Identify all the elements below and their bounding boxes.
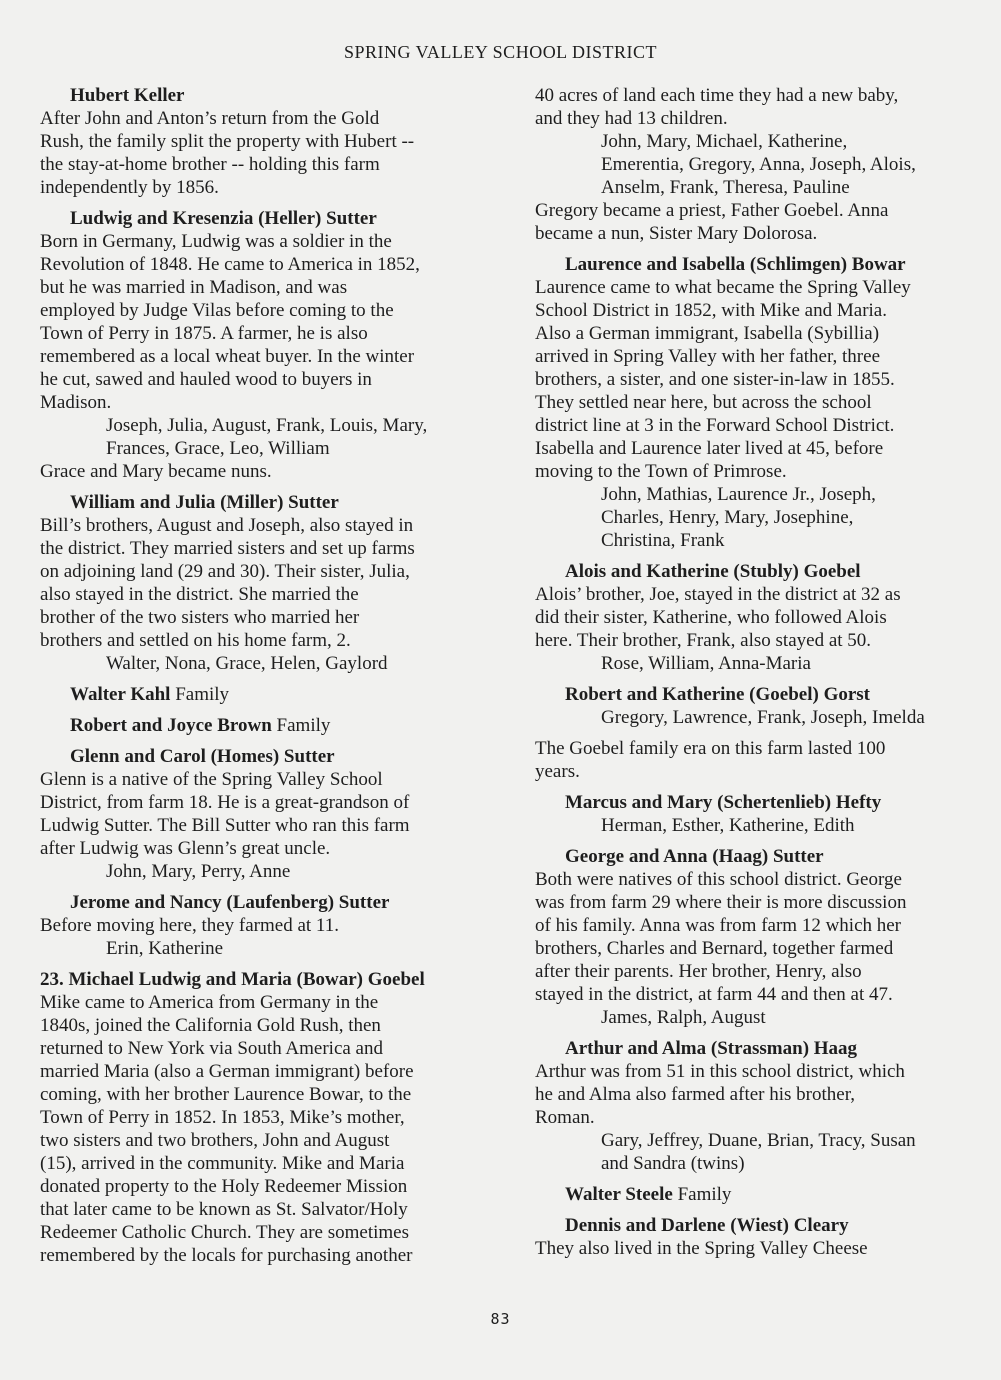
family-entry — [535, 84, 965, 245]
paragraph-line: brothers and settled on his home farm, 2. — [40, 630, 351, 651]
family-entry — [40, 891, 480, 960]
paragraph-line: on adjoining land (29 and 30). Their sister, Julia, — [40, 561, 410, 582]
family-heading-name: Jerome and Nancy (Laufenberg) Sutter — [70, 892, 390, 913]
paragraph-line: returned to New York via South America and — [40, 1038, 383, 1059]
family-heading — [535, 1037, 965, 1060]
paragraph-line: They also lived in the Spring Valley Cheese — [535, 1238, 868, 1259]
paragraph-line: District, from farm 18. He is a great-grandson of — [40, 792, 410, 813]
family-heading — [535, 253, 965, 276]
family-heading-name: Hubert Keller — [70, 85, 185, 106]
paragraph-line: Madison. — [40, 392, 112, 413]
paragraph-line: School District in 1852, with Mike and Maria. — [535, 300, 887, 321]
family-heading — [40, 683, 480, 706]
family-entry — [535, 560, 965, 675]
family-heading — [40, 745, 480, 768]
paragraph-line: independently by 1856. — [40, 177, 219, 198]
paragraph-line: brothers, a sister, and one sister-in-law in 1855. — [535, 369, 895, 390]
family-entry — [40, 207, 480, 483]
family-entry — [40, 745, 480, 883]
page-title: SPRING VALLEY SCHOOL DISTRICT — [343, 42, 658, 62]
paragraph-line: Alois’ brother, Joe, stayed in the district at 32 as — [535, 584, 901, 605]
family-heading — [40, 968, 480, 991]
children-list-line: Emerentia, Gregory, Anna, Joseph, Alois, — [601, 154, 916, 175]
paragraph-line: and they had 13 children. — [535, 108, 728, 129]
paragraph-line: years. — [535, 761, 580, 782]
paragraph-line: he cut, sawed and hauled wood to buyers in — [40, 369, 372, 390]
family-heading-suffix: Family — [672, 1184, 732, 1205]
paragraph-line: employed by Judge Vilas before coming to the — [40, 300, 394, 321]
family-heading-name: Robert and Katherine (Goebel) Gorst — [565, 684, 871, 705]
paragraph-line: Town of Perry in 1875. A farmer, he is also — [40, 323, 368, 344]
family-entry — [40, 683, 480, 706]
children-list-line: Joseph, Julia, August, Frank, Louis, Mary, — [106, 415, 428, 436]
family-heading-suffix: Family — [271, 715, 331, 736]
paragraph-line: Town of Perry in 1852. In 1853, Mike’s mother, — [40, 1107, 405, 1128]
paragraph-line: Mike came to America from Germany in the — [40, 992, 379, 1013]
family-heading-suffix: Family — [170, 684, 230, 705]
paragraph-line: here. Their brother, Frank, also stayed at 50. — [535, 630, 872, 651]
paragraph-line: district line at 3 in the Forward School District. — [535, 415, 895, 436]
children-list-line: Rose, William, Anna-Maria — [601, 653, 811, 674]
children-list-line: Christina, Frank — [601, 530, 725, 551]
family-heading — [535, 683, 965, 706]
paragraph-line: the stay-at-home brother -- holding this farm — [40, 154, 380, 175]
family-heading — [40, 714, 480, 737]
family-entry — [535, 737, 965, 783]
children-list-line: James, Ralph, August — [601, 1007, 766, 1028]
paragraph-line: The Goebel family era on this farm lasted 100 — [535, 738, 886, 759]
paragraph-line: of his family. Anna was from farm 12 which her — [535, 915, 902, 936]
children-list-line: John, Mathias, Laurence Jr., Joseph, — [601, 484, 876, 505]
paragraph-line: arrived in Spring Valley with her father, three — [535, 346, 880, 367]
paragraph-line: coming, with her brother Laurence Bowar, to the — [40, 1084, 412, 1105]
family-entry — [535, 253, 965, 552]
paragraph-line: remembered by the locals for purchasing another — [40, 1245, 413, 1266]
paragraph-line: did their sister, Katherine, who followed Alois — [535, 607, 887, 628]
family-heading-name: Ludwig and Kresenzia (Heller) Sutter — [70, 208, 377, 229]
note-line: became a nun, Sister Mary Dolorosa. — [535, 223, 818, 244]
family-entry — [40, 491, 480, 675]
family-heading-name: Walter Kahl — [70, 684, 171, 705]
paragraph-line: (15), arrived in the community. Mike and Maria — [40, 1153, 405, 1174]
family-entry — [535, 1037, 965, 1175]
paragraph-line: Ludwig Sutter. The Bill Sutter who ran this farm — [40, 815, 410, 836]
paragraph-line: Both were natives of this school district. George — [535, 869, 902, 890]
children-list-line: Anselm, Frank, Theresa, Pauline — [601, 177, 850, 198]
left-column — [40, 84, 480, 1275]
family-heading-name: Marcus and Mary (Schertenlieb) Hefty — [565, 792, 882, 813]
children-list-line: Herman, Esther, Katherine, Edith — [601, 815, 855, 836]
children-list-line: and Sandra (twins) — [601, 1153, 745, 1174]
family-entry — [40, 84, 480, 199]
paragraph-line: They settled near here, but across the school — [535, 392, 872, 413]
paragraph-line: donated property to the Holy Redeemer Mission — [40, 1176, 408, 1197]
children-list-line: Frances, Grace, Leo, William — [106, 438, 330, 459]
family-heading-name: Glenn and Carol (Homes) Sutter — [70, 746, 335, 767]
paragraph-line: 1840s, joined the California Gold Rush, then — [40, 1015, 381, 1036]
family-heading — [40, 491, 480, 514]
paragraph-line: Also a German immigrant, Isabella (Sybillia) — [535, 323, 880, 344]
family-heading-name: Alois and Katherine (Stubly) Goebel — [565, 561, 861, 582]
family-entry — [40, 714, 480, 737]
note-line: Grace and Mary became nuns. — [40, 461, 272, 482]
family-heading — [535, 560, 965, 583]
paragraph-line: moving to the Town of Primrose. — [535, 461, 787, 482]
family-heading — [535, 1214, 965, 1237]
family-heading-name: 23. Michael Ludwig and Maria (Bowar) Goebel — [40, 969, 425, 990]
family-entry — [535, 791, 965, 837]
children-list-line: Erin, Katherine — [106, 938, 224, 959]
paragraph-line: Roman. — [535, 1107, 595, 1128]
family-heading-name: Walter Steele — [565, 1184, 673, 1205]
paragraph-line: Redeemer Catholic Church. They are sometimes — [40, 1222, 409, 1243]
paragraph-line: but he was married in Madison, and was — [40, 277, 348, 298]
paragraph-line: that later came to be known as St. Salvator/Holy — [40, 1199, 408, 1220]
children-list-line: Gregory, Lawrence, Frank, Joseph, Imelda — [601, 707, 925, 728]
family-heading-name: Robert and Joyce Brown — [70, 715, 272, 736]
paragraph-line: 40 acres of land each time they had a new baby, — [535, 85, 899, 106]
family-heading — [535, 1183, 965, 1206]
family-heading-name: Arthur and Alma (Strassman) Haag — [565, 1038, 858, 1059]
paragraph-line: Arthur was from 51 in this school district, which — [535, 1061, 905, 1082]
paragraph-line: Bill’s brothers, August and Joseph, also stayed in — [40, 515, 414, 536]
paragraph-line: after their parents. Her brother, Henry, also — [535, 961, 862, 982]
children-list-line: Charles, Henry, Mary, Josephine, — [601, 507, 854, 528]
paragraph-line: Born in Germany, Ludwig was a soldier in the — [40, 231, 392, 252]
family-heading-name: George and Anna (Haag) Sutter — [565, 846, 824, 867]
children-list-line: John, Mary, Perry, Anne — [106, 861, 291, 882]
family-heading-name: William and Julia (Miller) Sutter — [70, 492, 339, 513]
paragraph-line: also stayed in the district. She married the — [40, 584, 359, 605]
family-entry — [535, 845, 965, 1029]
paragraph-line: Revolution of 1848. He came to America in 1852, — [40, 254, 420, 275]
family-heading — [40, 891, 480, 914]
paragraph-line: was from farm 29 where their is more discussion — [535, 892, 907, 913]
paragraph-line: brothers, Charles and Bernard, together farmed — [535, 938, 894, 959]
paragraph-line: brother of the two sisters who married her — [40, 607, 360, 628]
paragraph-line: Rush, the family split the property with Hubert -- — [40, 131, 415, 152]
children-list-line: Gary, Jeffrey, Duane, Brian, Tracy, Susan — [601, 1130, 916, 1151]
family-heading — [535, 791, 965, 814]
right-column — [535, 84, 965, 1268]
paragraph-line: two sisters and two brothers, John and August — [40, 1130, 390, 1151]
children-list-line: Walter, Nona, Grace, Helen, Gaylord — [106, 653, 388, 674]
family-heading — [40, 84, 480, 107]
paragraph-line: he and Alma also farmed after his brother, — [535, 1084, 856, 1105]
note-line: Gregory became a priest, Father Goebel. Anna — [535, 200, 889, 221]
paragraph-line: remembered as a local wheat buyer. In the winter — [40, 346, 415, 367]
family-entry — [535, 1183, 965, 1206]
paragraph-line: Isabella and Laurence later lived at 45, before — [535, 438, 884, 459]
paragraph-line: Glenn is a native of the Spring Valley School — [40, 769, 383, 790]
paragraph-line: After John and Anton’s return from the Gold — [40, 108, 380, 129]
family-heading — [535, 845, 965, 868]
paragraph-line: stayed in the district, at farm 44 and then at 47. — [535, 984, 893, 1005]
page-number: 83 — [490, 1310, 511, 1328]
family-heading — [40, 207, 480, 230]
paragraph-line: married Maria (also a German immigrant) before — [40, 1061, 414, 1082]
family-entry — [40, 968, 480, 1267]
children-list-line: John, Mary, Michael, Katherine, — [601, 131, 848, 152]
paragraph-line: Before moving here, they farmed at 11. — [40, 915, 339, 936]
family-heading-name: Dennis and Darlene (Wiest) Cleary — [565, 1215, 849, 1236]
family-entry — [535, 683, 965, 729]
family-heading-name: Laurence and Isabella (Schlimgen) Bowar — [565, 254, 906, 275]
family-entry — [535, 1214, 965, 1260]
paragraph-line: Laurence came to what became the Spring Valley — [535, 277, 911, 298]
paragraph-line: the district. They married sisters and set up farms — [40, 538, 415, 559]
paragraph-line: after Ludwig was Glenn’s great uncle. — [40, 838, 331, 859]
